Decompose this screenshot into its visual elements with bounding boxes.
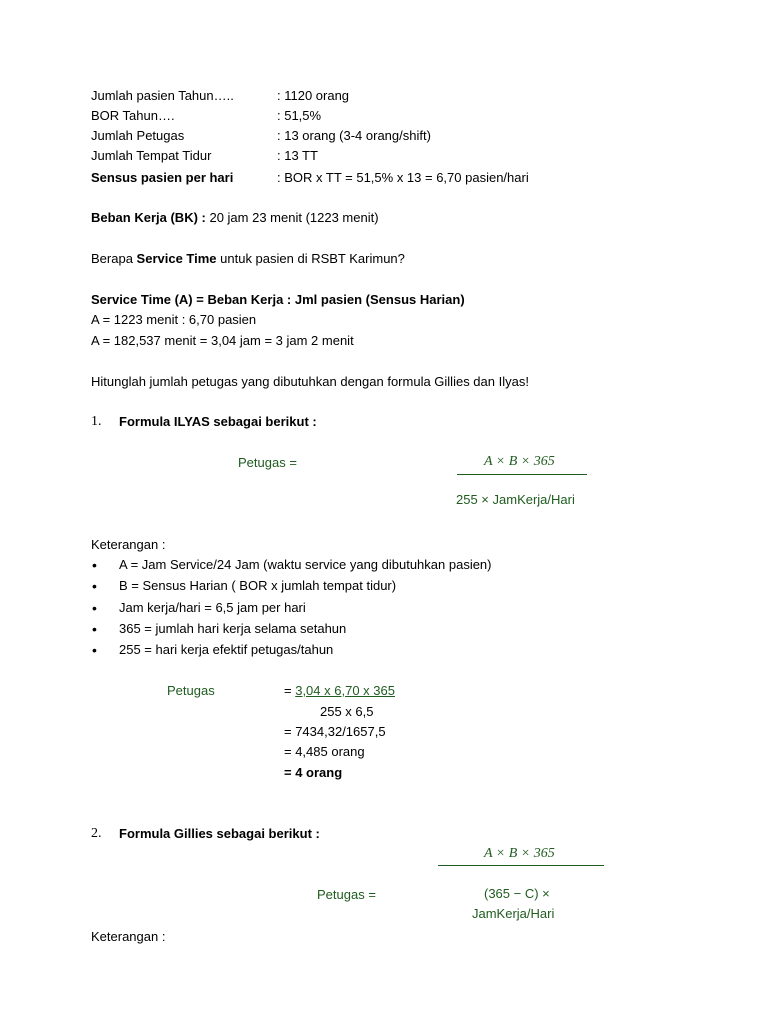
bullet-dot-1: • bbox=[92, 557, 97, 573]
gillies-numerator: A × B × 365 bbox=[484, 846, 555, 861]
beban-line bbox=[91, 210, 379, 226]
calc-eq1-denominator: 255 x 6,5 bbox=[320, 704, 374, 719]
ilyas-bullet-3: Jam kerja/hari = 6,5 jam per hari bbox=[119, 600, 306, 615]
beban-label: Beban Kerja (BK) : bbox=[91, 210, 206, 225]
gillies-denominator-2: JamKerja/Hari bbox=[472, 906, 555, 921]
question-line bbox=[91, 251, 405, 267]
info-label-2: BOR Tahun…. bbox=[91, 108, 175, 123]
ilyas-denominator: 255 × JamKerja/Hari bbox=[456, 492, 575, 507]
calc-eq4: = 4 orang bbox=[284, 765, 343, 780]
gillies-title-bold: Formula Gillies bbox=[119, 826, 213, 841]
bullet-dot-5: • bbox=[92, 642, 97, 658]
gillies-title bbox=[119, 826, 320, 842]
ilyas-keterangan: Keterangan : bbox=[91, 537, 166, 552]
ilyas-number: 1. bbox=[91, 414, 102, 429]
service-heading: Service Time (A) = Beban Kerja : Jml pasien (Sensus Harian) bbox=[91, 292, 465, 307]
ilyas-bullet-4: 365 = jumlah hari kerja selama setahun bbox=[119, 621, 347, 636]
info-value-1: : 1120 orang bbox=[277, 88, 350, 103]
service-line1: A = 1223 menit : 6,70 pasien bbox=[91, 312, 257, 327]
bullet-dot-2: • bbox=[92, 578, 97, 594]
calc-label: Petugas bbox=[167, 683, 215, 698]
gillies-title-rest: sebagai berikut : bbox=[212, 826, 320, 841]
gillies-denominator-1: (365 − C) × bbox=[484, 886, 550, 901]
info-value-2: : 51,5% bbox=[277, 108, 322, 123]
info-label-3: Jumlah Petugas bbox=[91, 128, 185, 143]
task-line: Hitunglah jumlah petugas yang dibutuhkan dengan formula Gillies dan Ilyas! bbox=[91, 374, 529, 389]
calc-eq3: = 4,485 orang bbox=[284, 744, 365, 759]
calc-eq1 bbox=[284, 683, 395, 699]
ilyas-numerator: A × B × 365 bbox=[484, 454, 555, 469]
info-label-4: Jumlah Tempat Tidur bbox=[91, 148, 212, 163]
ilyas-title-rest: sebagai berikut : bbox=[209, 414, 317, 429]
ilyas-lhs: Petugas = bbox=[238, 455, 297, 470]
gillies-keterangan: Keterangan : bbox=[91, 929, 166, 944]
calc-eq2: = 7434,32/1657,5 bbox=[284, 724, 386, 739]
info-value-3: : 13 orang (3-4 orang/shift) bbox=[277, 128, 431, 143]
info-label-1: Jumlah pasien Tahun….. bbox=[91, 88, 234, 103]
ilyas-title-bold: Formula ILYAS bbox=[119, 414, 210, 429]
beban-value: 20 jam 23 menit (1223 menit) bbox=[205, 210, 379, 225]
calc-eq1-prefix: = bbox=[284, 683, 296, 698]
ilyas-fraction-line bbox=[457, 474, 587, 475]
question-pre: Berapa bbox=[91, 251, 137, 266]
info-label-5: Sensus pasien per hari bbox=[91, 170, 234, 185]
gillies-lhs: Petugas = bbox=[317, 887, 376, 902]
ilyas-title bbox=[119, 414, 317, 430]
question-post: untuk pasien di RSBT Karimun? bbox=[216, 251, 405, 266]
bullet-dot-4: • bbox=[92, 621, 97, 637]
bullet-dot-3: • bbox=[92, 600, 97, 616]
question-bold: Service Time bbox=[136, 251, 217, 266]
info-value-4: : 13 TT bbox=[277, 148, 318, 163]
calc-eq1-numerator: 3,04 x 6,70 x 365 bbox=[295, 683, 395, 698]
ilyas-bullet-5: 255 = hari kerja efektif petugas/tahun bbox=[119, 642, 334, 657]
gillies-fraction-line bbox=[438, 865, 604, 866]
info-value-5: : BOR x TT = 51,5% x 13 = 6,70 pasien/hari bbox=[277, 170, 529, 185]
service-line2: A = 182,537 menit = 3,04 jam = 3 jam 2 menit bbox=[91, 333, 354, 348]
ilyas-bullet-2: B = Sensus Harian ( BOR x jumlah tempat tidur) bbox=[119, 578, 397, 593]
gillies-number: 2. bbox=[91, 826, 102, 841]
ilyas-bullet-1: A = Jam Service/24 Jam (waktu service yang dibutuhkan pasien) bbox=[119, 557, 492, 572]
